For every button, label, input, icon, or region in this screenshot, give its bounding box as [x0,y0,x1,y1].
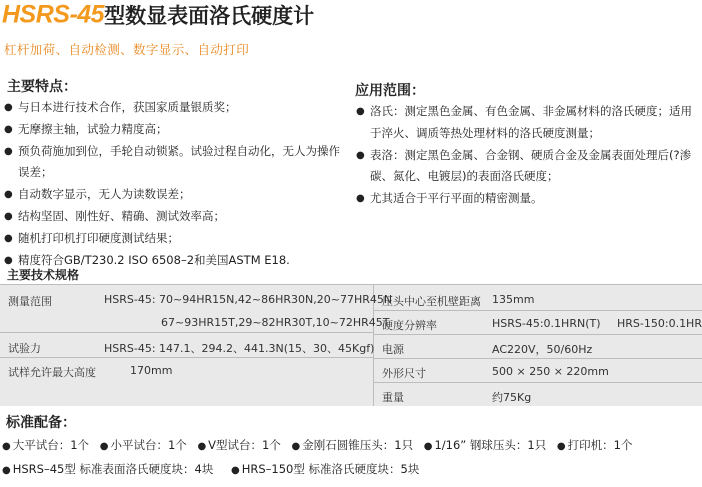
feature-item: ● 结构坚固、刚性好、精确、测试效率高； [4,206,349,228]
spec-value-force: HSRS-45: 147.1、294.2、441.3N(15、30、45Kgf) [104,342,375,355]
bullet-icon: ● [423,441,433,452]
accessory-item [100,438,187,452]
product-subtitle: 杠杆加荷、自动检测、数字显示、自动打印 [4,42,250,57]
feature-item: ● 自动数字显示，无人为读数误差； [4,184,349,206]
table-divider [374,358,702,359]
accessory-label: 打印机：1个 [567,438,633,452]
spec-value-throat: 135mm [492,293,535,306]
feature-item: ● 随机打印机打印硬度测试结果； [4,228,349,250]
accessory-item [292,438,414,452]
spec-label-weight: 重量 [382,391,404,404]
table-divider [374,334,702,335]
accessory-label: 1/16” 钢球压头：1只 [434,438,547,452]
accessory-item [231,462,419,476]
accessory-item [2,462,213,476]
accessory-label: 大平试台：1个 [12,438,90,452]
spec-value-weight: 约75Kg [492,391,532,404]
accessory-item [557,438,633,452]
spec-value-power: AC220V，50/60Hz [492,343,593,356]
accessory-item [197,438,280,452]
spec-label-force: 试验力 [8,342,41,355]
model-name: HSRS-45 [2,0,105,29]
accessory-label: HSRS–45型 标准表面洛氏硬度块：4块 [12,462,214,476]
accessory-label: HRS–150型 标准洛氏硬度块：5块 [241,462,420,476]
accessory-item [424,438,547,452]
bullet-icon: ● [197,441,207,452]
spec-label-resolution: 硬度分辨率 [382,319,437,332]
bullet-icon: ● [99,441,109,452]
table-divider [0,284,702,285]
bullet-icon: ● [230,465,240,476]
feature-item: ● 预负荷施加到位，手轮自动锁紧。试验过程自动化，无人为操作误差； [4,141,349,185]
accessories-heading: 标准配备： [6,415,76,431]
spec-value-range-line2: 67~93HR15T,29~82HR30T,10~72HR45T [161,316,390,329]
scope-heading: 应用范围： [355,83,425,99]
spec-label-height: 试样允许最大高度 [8,366,96,379]
scope-list [356,101,700,210]
spec-label-throat: 压头中心至机壁距离 [382,295,481,308]
spec-value-resolution-1: HSRS-45:0.1HRN(T) [492,317,601,330]
accessory-label: 小平试台：1个 [110,438,187,452]
product-title [2,0,314,30]
spec-value-resolution-2: HRS-150:0.1HR [617,317,702,330]
spec-label-power: 电源 [382,343,404,356]
accessories-row-1 [2,437,639,453]
spec-value-height: 170mm [130,364,173,377]
specs-table [0,284,702,406]
accessory-label: V型试台：1个 [208,438,281,452]
feature-item: ● 与日本进行技术合作，获国家质量银质奖； [4,97,349,119]
bullet-icon: ● [2,465,11,476]
scope-item: ● 洛氏：测定黑色金属、有色金属、非金属材料的洛氏硬度；适用于淬火、调质等热处理材料的洛氏硬度测量； [356,101,700,145]
spec-label-range: 测量范围 [8,295,52,308]
table-divider [374,310,702,311]
bullet-icon: ● [556,441,566,452]
product-name: 型数显表面洛氏硬度计 [104,4,315,28]
scope-item: ● 表洛：测定黑色金属、合金钢、硬质合金及金属表面处理后(?渗碳、氮化、电镀层)的表面洛氏硬度； [356,145,700,189]
feature-item: ● 无摩擦主轴，试验力精度高； [4,119,349,141]
table-divider [0,332,373,333]
spec-value-dims: 500 × 250 × 220mm [492,365,609,378]
bullet-icon: ● [291,441,301,452]
bullet-icon: ● [2,441,11,452]
features-heading: 主要特点： [7,79,77,95]
spec-value-range-line1: HSRS-45: 70~94HR15N,42~86HR30N,20~77HR45N [104,293,393,306]
feature-item: ● 精度符合GB/T230.2 ISO 6508–2和美国ASTM E18. [4,250,349,272]
accessory-item [2,438,89,452]
table-divider [374,382,702,383]
features-list [4,97,349,271]
table-divider [0,357,373,358]
accessories-row-2 [2,461,426,477]
accessory-label: 金刚石圆锥压头：1只 [302,438,414,452]
spec-label-dims: 外形尺寸 [382,367,426,380]
specs-heading: 主要技术规格 [7,268,80,282]
scope-item: ● 尤其适合于平行平面的精密测量。 [356,188,700,210]
